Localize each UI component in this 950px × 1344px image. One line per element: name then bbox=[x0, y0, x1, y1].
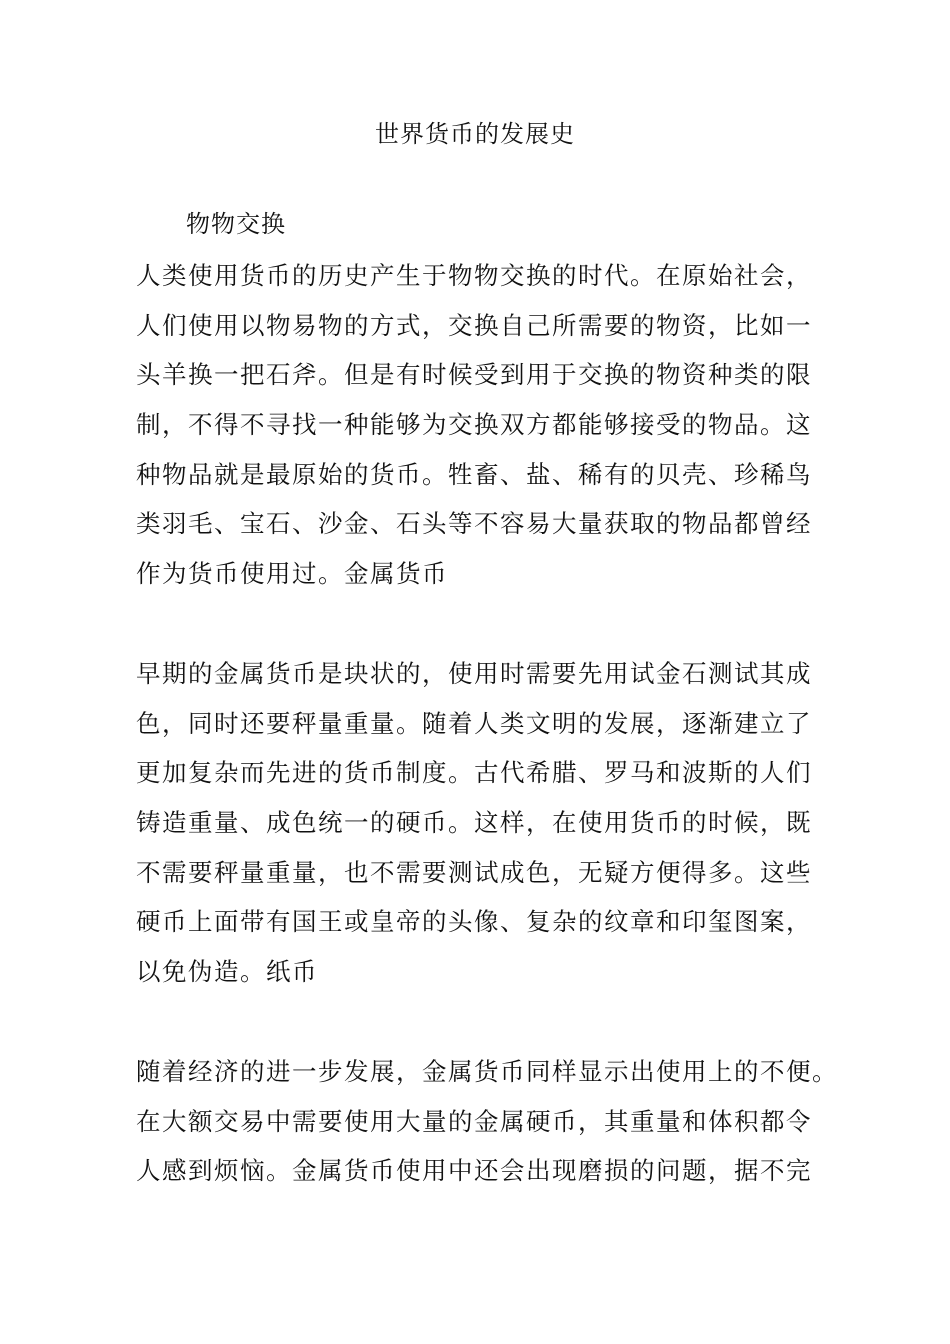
paragraph-line: 随着经济的进一步发展，金属货币同样显示出使用上的不便。 bbox=[136, 1057, 838, 1086]
paragraph-line: 铸造重量、成色统一的硬币。这样，在使用货币的时候，既 bbox=[136, 808, 812, 838]
paragraph-metal-currency bbox=[136, 654, 836, 1002]
paragraph-line: 在大额交易中需要使用大量的金属硬币，其重量和体积都令 bbox=[136, 1106, 812, 1136]
paragraph-line: 色，同时还要秤量重量。随着人类文明的发展，逐渐建立了 bbox=[136, 708, 812, 738]
paragraph-line: 人们使用以物易物的方式，交换自己所需要的物资，比如一 bbox=[136, 310, 812, 340]
paragraph-line: 更加复杂而先进的货币制度。古代希腊、罗马和波斯的人们 bbox=[136, 758, 812, 788]
paragraph-line: 作为货币使用过。金属货币 bbox=[136, 559, 448, 589]
paragraph-line: 头羊换一把石斧。但是有时候受到用于交换的物资种类的限 bbox=[136, 360, 812, 390]
paragraph-line: 种物品就是最原始的货币。牲畜、盐、稀有的贝壳、珍稀鸟 bbox=[136, 459, 812, 489]
paragraph-line: 制，不得不寻找一种能够为交换双方都能够接受的物品。这 bbox=[136, 410, 812, 440]
paragraph-line: 类羽毛、宝石、沙金、石头等不容易大量获取的物品都曾经 bbox=[136, 509, 812, 539]
paragraph-paper-money bbox=[136, 1052, 836, 1201]
paragraph-line: 硬币上面带有国王或皇帝的头像、复杂的纹章和印玺图案， bbox=[136, 907, 812, 937]
paragraph-line: 人感到烦恼。金属货币使用中还会出现磨损的问题，据不完 bbox=[136, 1156, 812, 1186]
section-heading: 物物交换 bbox=[186, 210, 286, 238]
paragraph-line: 以免伪造。纸币 bbox=[136, 957, 318, 987]
paragraph-barter bbox=[136, 256, 836, 604]
paragraph-line: 早期的金属货币是块状的，使用时需要先用试金石测试其成 bbox=[136, 659, 812, 688]
document-title: 世界货币的发展史 bbox=[375, 120, 575, 148]
paragraph-line: 人类使用货币的历史产生于物物交换的时代。在原始社会， bbox=[136, 261, 812, 290]
paragraph-line: 不需要秤量重量，也不需要测试成色，无疑方便得多。这些 bbox=[136, 857, 812, 887]
